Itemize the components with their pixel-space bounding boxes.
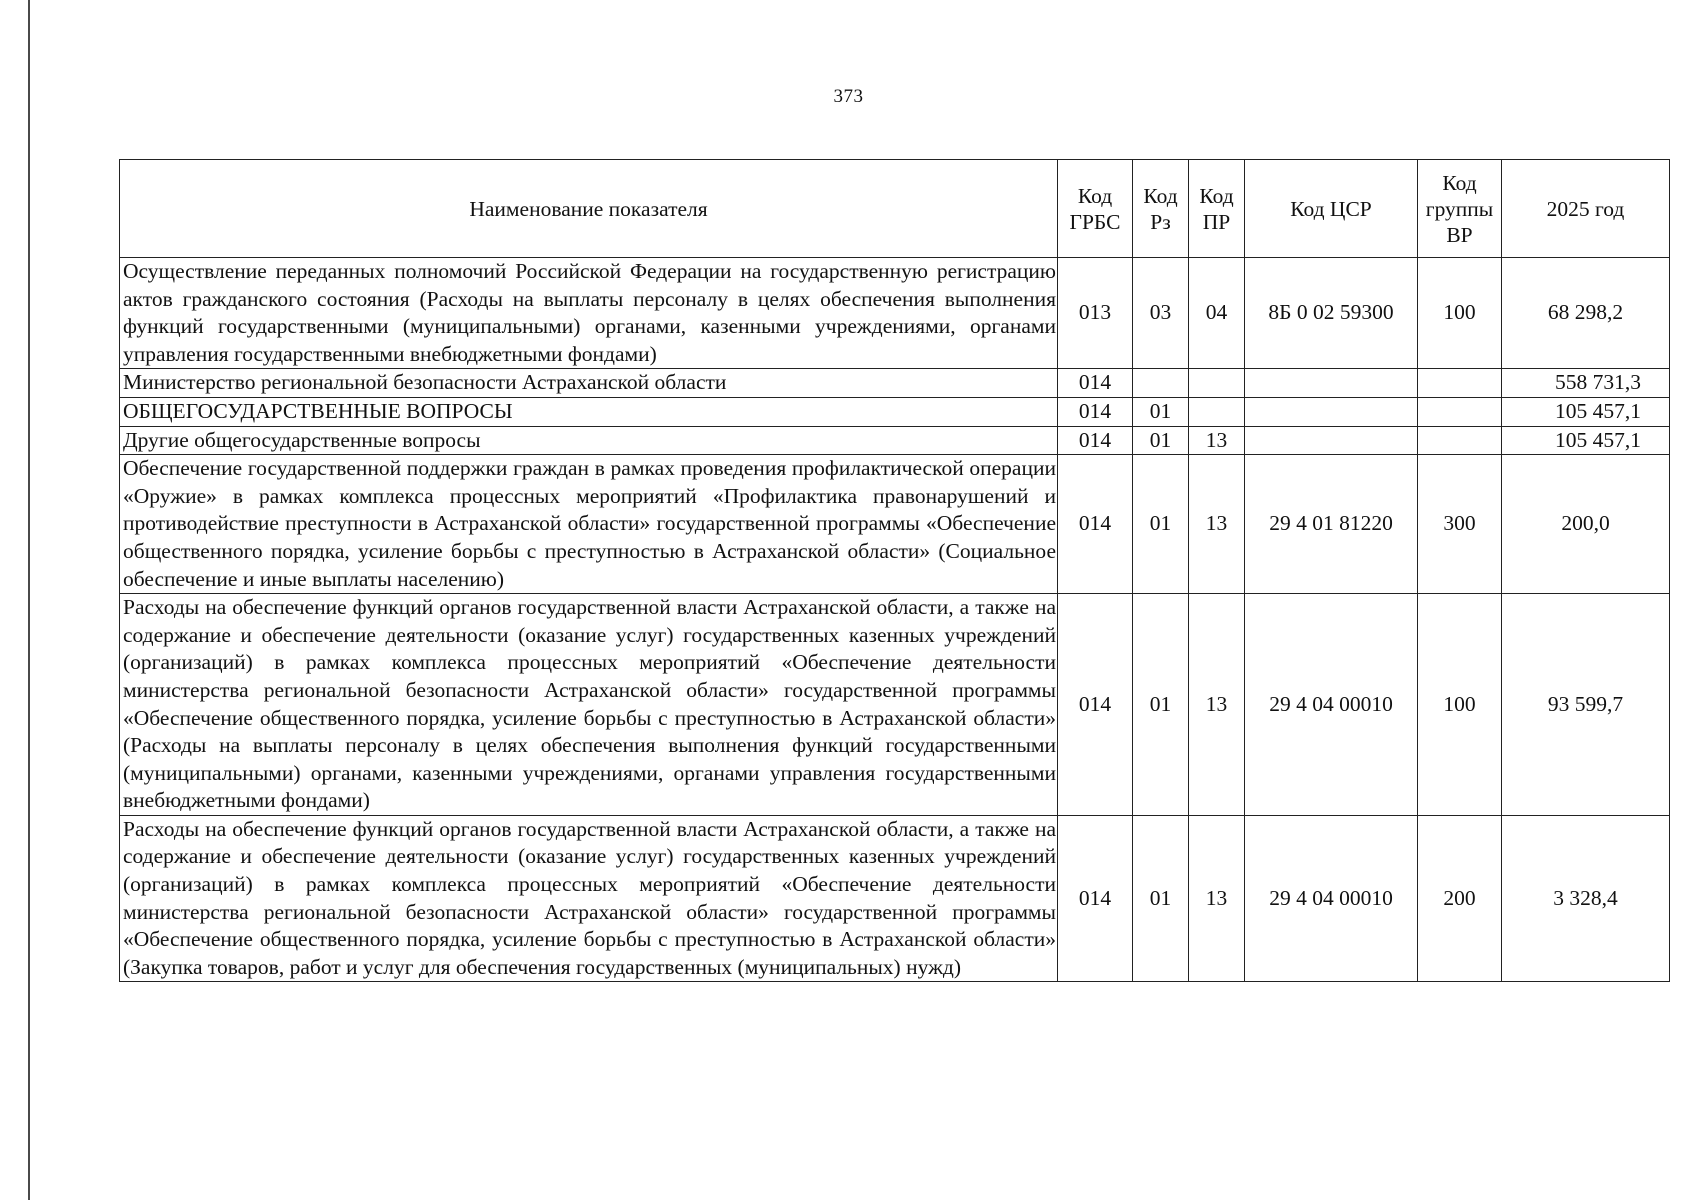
row-name: Обеспечение государственной поддержки граждан в рамках проведения профилактической операции «Оружие» в рамках комплекса процессных мероприятий «Профилактика правонарушений и противодействие преступности в Астраханской области» государственной программы «Обеспечение общественного порядка, усиление борьбы с преступностью в Астраханской области» (Социальное обеспечение и иные выплаты населению) [120, 455, 1058, 594]
row-name: Осуществление переданных полномочий Российской Федерации на государственную регистрацию актов гражданского состояния (Расходы на выплаты персоналу в целях обеспечения выполнения функций государственными (муниципальными) органами, казенными учреждениями, органами управления государственными внебюджетными фондами) [120, 258, 1058, 369]
header-csr: Код ЦСР [1245, 160, 1418, 258]
row-vr [1418, 426, 1502, 455]
header-vr: Код группы ВР [1418, 160, 1502, 258]
row-rz: 01 [1133, 815, 1189, 982]
row-name: ОБЩЕГОСУДАРСТВЕННЫЕ ВОПРОСЫ [120, 397, 1058, 426]
row-amount: 3 328,4 [1502, 815, 1670, 982]
row-csr [1245, 397, 1418, 426]
row-grbs: 014 [1058, 455, 1133, 594]
row-rz [1133, 369, 1189, 398]
table-row [120, 455, 1670, 594]
row-pr [1189, 397, 1245, 426]
table-header-row [120, 160, 1670, 258]
row-csr: 8Б 0 02 59300 [1245, 258, 1418, 369]
header-rz: Код Рз [1133, 160, 1189, 258]
row-grbs: 014 [1058, 369, 1133, 398]
header-grbs: Код ГРБС [1058, 160, 1133, 258]
row-amount: 105 457,1 [1502, 426, 1670, 455]
row-vr: 200 [1418, 815, 1502, 982]
row-csr [1245, 426, 1418, 455]
row-grbs: 013 [1058, 258, 1133, 369]
row-rz: 01 [1133, 455, 1189, 594]
row-amount: 93 599,7 [1502, 594, 1670, 816]
row-vr: 300 [1418, 455, 1502, 594]
row-pr: 13 [1189, 594, 1245, 816]
table-row [120, 397, 1670, 426]
row-name: Расходы на обеспечение функций органов государственной власти Астраханской области, а также на содержание и обеспечение деятельности (оказание услуг) государственных казенных учреждений (организаций) в рамках комплекса процессных мероприятий «Обеспечение деятельности министерства региональной безопасности Астраханской области» государственной программы «Обеспечение общественного порядка, усиление борьбы с преступностью в Астраханской области» (Закупка товаров, работ и услуг для обеспечения государственных (муниципальных) нужд) [120, 815, 1058, 982]
row-rz: 03 [1133, 258, 1189, 369]
budget-table [119, 159, 1670, 982]
row-pr [1189, 369, 1245, 398]
row-amount: 68 298,2 [1502, 258, 1670, 369]
page-binding-line [28, 0, 30, 1200]
row-csr [1245, 369, 1418, 398]
row-csr: 29 4 04 00010 [1245, 815, 1418, 982]
row-rz: 01 [1133, 594, 1189, 816]
row-grbs: 014 [1058, 426, 1133, 455]
row-grbs: 014 [1058, 397, 1133, 426]
row-grbs: 014 [1058, 815, 1133, 982]
row-rz: 01 [1133, 426, 1189, 455]
table-row [120, 258, 1670, 369]
header-pr: Код ПР [1189, 160, 1245, 258]
row-grbs: 014 [1058, 594, 1133, 816]
row-pr: 13 [1189, 455, 1245, 594]
row-vr: 100 [1418, 258, 1502, 369]
table-row [120, 594, 1670, 816]
row-csr: 29 4 01 81220 [1245, 455, 1418, 594]
row-amount: 200,0 [1502, 455, 1670, 594]
row-name: Расходы на обеспечение функций органов государственной власти Астраханской области, а также на содержание и обеспечение деятельности (оказание услуг) государственных казенных учреждений (организаций) в рамках комплекса процессных мероприятий «Обеспечение деятельности министерства региональной безопасности Астраханской области» государственной программы «Обеспечение общественного порядка, усиление борьбы с преступностью в Астраханской области» (Расходы на выплаты персоналу в целях обеспечения выполнения функций государственными (муниципальными) органами, казенными учреждениями, органами управления государственными внебюджетными фондами) [120, 594, 1058, 816]
page-number: 373 [833, 86, 864, 107]
table-row [120, 426, 1670, 455]
row-name: Другие общегосударственные вопросы [120, 426, 1058, 455]
header-year: 2025 год [1502, 160, 1670, 258]
table-row [120, 815, 1670, 982]
table-row [120, 369, 1670, 398]
row-vr [1418, 397, 1502, 426]
row-vr: 100 [1418, 594, 1502, 816]
row-pr: 13 [1189, 426, 1245, 455]
header-name: Наименование показателя [120, 160, 1058, 258]
row-rz: 01 [1133, 397, 1189, 426]
row-vr [1418, 369, 1502, 398]
row-pr: 04 [1189, 258, 1245, 369]
row-name: Министерство региональной безопасности Астраханской области [120, 369, 1058, 398]
row-amount: 105 457,1 [1502, 397, 1670, 426]
row-amount: 558 731,3 [1502, 369, 1670, 398]
row-pr: 13 [1189, 815, 1245, 982]
row-csr: 29 4 04 00010 [1245, 594, 1418, 816]
